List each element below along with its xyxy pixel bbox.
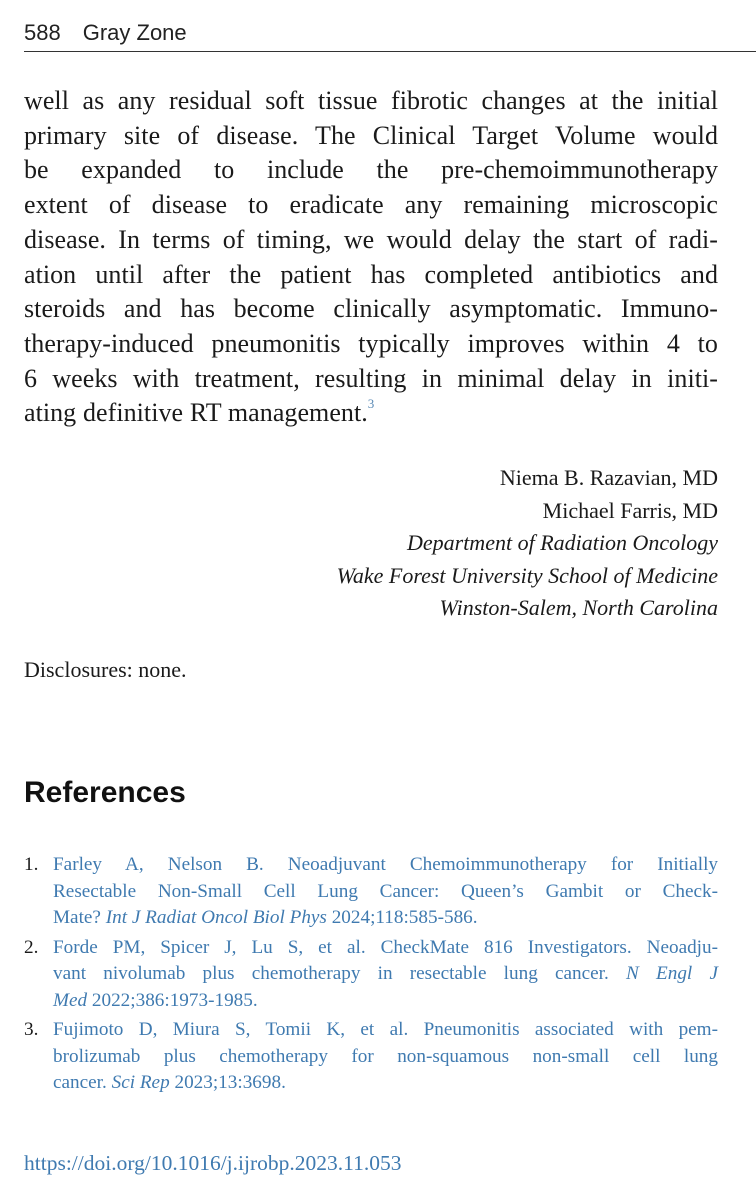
author-institution: Wake Forest University School of Medicine bbox=[336, 562, 718, 588]
reference-details: 2022;386:1973-1985. bbox=[87, 989, 258, 1011]
reference-item[interactable] bbox=[24, 935, 718, 1015]
reference-number: 1. bbox=[24, 854, 39, 875]
body-line: 6 weeks with treatment, resulting in minimal delay in initi- bbox=[24, 363, 718, 393]
reference-details: 2024;118:585-586. bbox=[326, 907, 478, 928]
reference-text: cancer. bbox=[53, 1072, 112, 1093]
reference-item[interactable] bbox=[24, 852, 718, 932]
author-name: Niema B. Razavian, MD bbox=[499, 465, 718, 490]
body-paragraph bbox=[24, 84, 718, 431]
body-line: disease. In terms of timing, we would delay the start of radi- bbox=[24, 224, 718, 254]
reference-line: brolizumab plus chemotherapy for non-squamous non-small cell lung bbox=[53, 1045, 718, 1067]
doi-link[interactable]: https://doi.org/10.1016/j.ijrobp.2023.11.053 bbox=[24, 1151, 402, 1175]
references-heading: References bbox=[24, 776, 186, 809]
citation-link[interactable]: 3 bbox=[367, 395, 375, 411]
body-line-text: ating definitive RT management. bbox=[24, 398, 368, 428]
author-location: Winston-Salem, North Carolina bbox=[439, 595, 718, 620]
reference-details: 2023;13:3698. bbox=[169, 1072, 286, 1093]
body-line-last bbox=[24, 396, 718, 431]
reference-text: Mate? bbox=[53, 907, 106, 928]
body-line: ation until after the patient has completed antibiotics and bbox=[24, 259, 718, 289]
reference-number: 3. bbox=[24, 1019, 39, 1040]
reference-text: vant nivolumab plus chemotherapy in resectable lung cancer. bbox=[53, 963, 626, 984]
reference-journal: Sci Rep bbox=[111, 1072, 170, 1093]
reference-line: Farley A, Nelson B. Neoadjuvant Chemoimmunotherapy for Initially bbox=[53, 854, 718, 875]
reference-line bbox=[53, 1070, 718, 1097]
section-title: Gray Zone bbox=[82, 20, 187, 45]
body-line: extent of disease to eradicate any remaining microscopic bbox=[24, 190, 718, 220]
disclosures: Disclosures: none. bbox=[24, 657, 187, 682]
reference-line bbox=[53, 961, 718, 988]
reference-journal: Med bbox=[53, 989, 88, 1011]
reference-journal: N Engl J bbox=[626, 963, 718, 984]
reference-line bbox=[53, 988, 718, 1015]
reference-line: Resectable Non-Small Cell Lung Cancer: Queen’s Gambit or Check- bbox=[53, 880, 718, 902]
author-name: Michael Farris, MD bbox=[542, 497, 718, 523]
reference-line: Fujimoto D, Miura S, Tomii K, et al. Pneumonitis associated with pem- bbox=[53, 1019, 718, 1040]
reference-journal: Int J Radiat Oncol Biol Phys bbox=[105, 907, 327, 928]
running-header bbox=[24, 17, 756, 52]
reference-line bbox=[53, 905, 718, 932]
author-signature bbox=[337, 462, 718, 625]
reference-list bbox=[24, 852, 718, 1100]
reference-line: Forde PM, Spicer J, Lu S, et al. CheckMate 816 Investigators. Neoadju- bbox=[53, 936, 718, 958]
body-line: be expanded to include the pre-chemoimmunotherapy bbox=[24, 155, 718, 185]
body-line: well as any residual soft tissue fibrotic changes at the initial bbox=[24, 86, 718, 115]
body-line: therapy-induced pneumonitis typically improves within 4 to bbox=[24, 328, 718, 358]
page-number: 588 bbox=[24, 20, 61, 45]
body-line: primary site of disease. The Clinical Target Volume would bbox=[24, 120, 718, 150]
reference-number: 2. bbox=[24, 936, 39, 958]
reference-item[interactable] bbox=[24, 1017, 718, 1097]
body-line: steroids and has become clinically asymptomatic. Immuno- bbox=[24, 294, 718, 324]
author-department: Department of Radiation Oncology bbox=[406, 530, 718, 555]
